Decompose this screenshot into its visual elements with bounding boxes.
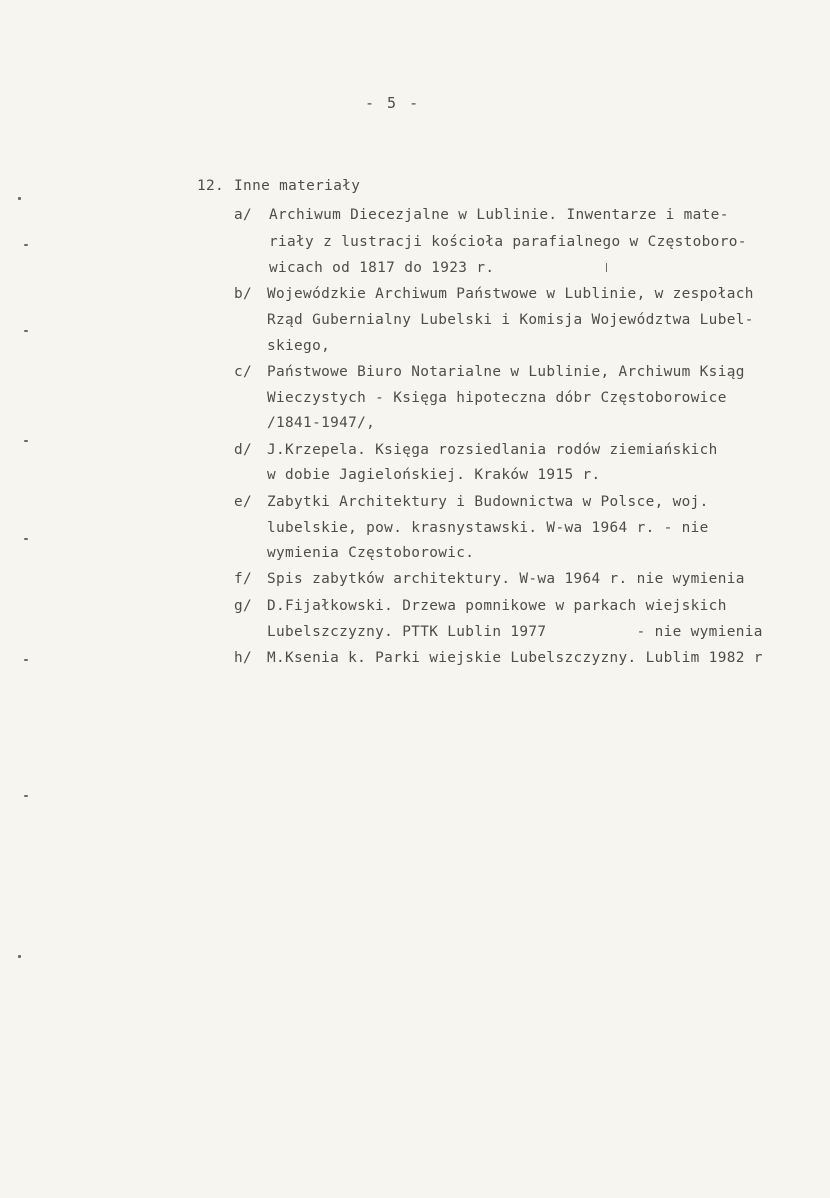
item-h-marker: h/ (234, 650, 253, 666)
item-h-line-1: M.Ksenia k. Parki wiejskie Lubelszczyzny. Lublim 1982 r (267, 650, 763, 666)
item-c-line-3: /1841-1947/, (267, 415, 376, 431)
item-a-line-2: riały z lustracji kościoła parafialnego w Częstoboro- (269, 234, 747, 250)
item-g-line-2: Lubelszczyzny. PTTK Lublin 1977 - nie wymienia (267, 624, 763, 640)
stray-mark (606, 263, 607, 272)
item-c-marker: c/ (234, 364, 253, 380)
item-d-line-1: J.Krzepela. Księga rozsiedlania rodów ziemiańskich (267, 442, 718, 458)
margin-speck (24, 440, 28, 442)
item-b-line-2: Rząd Gubernialny Lubelski i Komisja Województwa Lubel- (267, 312, 754, 328)
item-g-marker: g/ (234, 598, 253, 614)
item-e-line-2: lubelskie, pow. krasnystawski. W-wa 1964 r. - nie (267, 520, 709, 536)
margin-speck (18, 197, 21, 200)
item-b-line-1: Wojewódzkie Archiwum Państwowe w Lublinie, w zespołach (267, 286, 754, 302)
item-b-line-3: skiego, (267, 338, 331, 354)
item-f-marker: f/ (234, 571, 253, 587)
item-b-marker: b/ (234, 286, 253, 302)
margin-speck (18, 955, 21, 958)
item-a-line-3: wicach od 1817 do 1923 r. (269, 260, 495, 276)
item-c-line-1: Państwowe Biuro Notarialne w Lublinie, Archiwum Ksiąg (267, 364, 745, 380)
item-e-line-3: wymienia Częstoborowic. (267, 545, 475, 561)
section-title: Inne materiały (234, 178, 361, 194)
margin-speck (24, 659, 28, 661)
item-d-line-2: w dobie Jagielońskiej. Kraków 1915 r. (267, 467, 601, 483)
margin-speck (24, 244, 28, 246)
item-d-marker: d/ (234, 442, 253, 458)
item-a-line-1: Archiwum Diecezjalne w Lublinie. Inwentarze i mate- (269, 207, 729, 223)
margin-speck (24, 538, 28, 540)
item-c-line-2: Wieczystych - Księga hipoteczna dóbr Częstoborowice (267, 390, 727, 406)
margin-speck (24, 795, 28, 797)
item-e-line-1: Zabytki Architektury i Budownictwa w Polsce, woj. (267, 494, 709, 510)
item-f-line-1: Spis zabytków architektury. W-wa 1964 r. nie wymienia (267, 571, 745, 587)
item-a-marker: a/ (234, 207, 253, 223)
item-e-marker: e/ (234, 494, 253, 510)
section-heading (197, 178, 370, 194)
section-number: 12. (197, 178, 225, 194)
page-number: - 5 - (365, 94, 421, 112)
item-g-line-1: D.Fijałkowski. Drzewa pomnikowe w parkach wiejskich (267, 598, 727, 614)
margin-speck (24, 330, 28, 332)
